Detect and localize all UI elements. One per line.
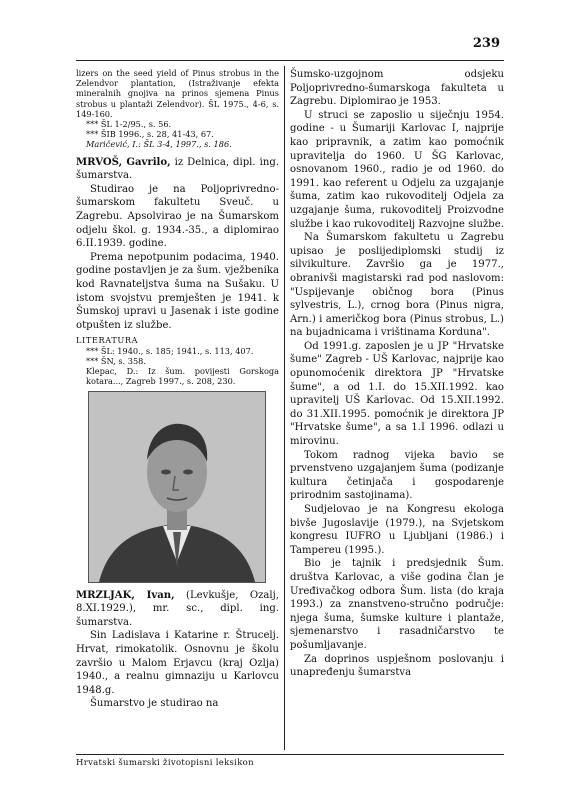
header-rule [76,60,504,61]
reference: *** ŠL: 1940., s. 185; 1941., s. 113, 407. [86,345,254,356]
paragraph: Od 1991.g. zaposlen je u JP "Hrvatske šume" Zagreb - UŠ Karlovac, najprije kao opunomoćenik direktora JP "Hrvatske šume", a od 1.I. do 15.XII.1992. kao upravitelj UŠ Karlovac. Od 15.XII.1992. do 31.XII.1995. pomoćnik je direktora JP "Hrvatske šume", a sa 1.I 1996. odlazi u mirovinu. [290,340,504,448]
literature-heading: LITERATURA [76,335,139,346]
previous-entry-continuation: lizers on the seed yield of Pinus strobus in the Zelendvor plantation, (Istraživanje efekta mineralnih gnojiva na prinos sjemena Pinus strobus u plantaži Zelendvor). ŠL 1975., 4-6, s. 149-160. [76,68,279,119]
paragraph: Šumarstvo je studirao na [90,698,219,710]
entry-mrvos-name: MRVOŠ, Gavrilo, [76,156,171,168]
paragraph: Bio je tajnik i predsjednik Šum. društva Karlovac, a više godina član je Uređivačkog odbora Šum. lista (do kraja 1993.) za znanstveno-stručno područje: njega šuma, šumske kulture i plantaže, sjemenarstvo i rasadničarstvo te pošumljavanje. [290,558,504,651]
reference: Klepac, D.: Iz šum. povijesti Gorskoga kotara..., Zagreb 1997., s. 208, 230. [86,366,279,387]
reference: *** ŠL 1-2/95., s. 56. [86,119,172,130]
paragraph: Na Šumarskom fakultetu u Zagrebu upisao je poslijediplomski studij iz silvikulture. Završio ga je 1977., obranivši magistarski rad pod naslovom: "Uspijevanje običnog bora (Pinus sylvestris, L.), crnog bora (Pinus nigra, Arn.) i američkog bora (Pinus strobus, L.) na bujadnicama i vrištinama Korduna". [290,232,504,339]
paragraph: Tokom radnog vijeka bavio se prvenstveno uzgajanjem šuma (podizanje kultura četinjača i gospodarenje prirodnim sastojinama). [290,449,504,502]
column-separator [284,66,285,750]
paragraph: Prema nepotpunim podacima, 1940. godine postavljen je za šum. vježbenika kod Ravnateljstva šuma na Sušaku. U istom svojstvu premješten je 1941. k Šumskoj upravi u Jasenak i iste godine otpušten iz službe. [76,251,279,331]
entry-mrzljak-name: MRZLJAK, Ivan, [76,589,175,601]
left-column [76,68,279,711]
footer-title: Hrvatski šumarski životopisni leksikon [76,758,254,768]
portrait-photo [88,391,266,583]
right-column [290,68,504,680]
entry-mrvos-intro: MRVOŠ, Gavrilo, iz Delnica, dipl. ing. šumarstva. [76,156,279,182]
paragraph: Sudjelovao je na Kongresu ekologa bivše Jugoslavije (1979.), na Svjetskom kongresu IUFRO u Ljubljani (1986.) i Tampereu (1995.). [290,504,504,556]
paragraph: Studirao je na Poljoprivredno-šumarskom fakultetu Sveuč. u Zagrebu. Apsolvirao je na Šumarskom odjelu škol. g. 1934.-35., a diplomirao 6.II.1939. godine. [76,183,279,250]
portrait-image [89,392,265,582]
reference: *** ŠIB 1996., s. 28, 41-43, 67. [86,129,214,140]
page-number: 239 [472,36,500,51]
paragraph: U struci se zaposlio u siječnju 1954. godine - u Šumariji Karlovac I, najprije kao pripravnik, a zatim kao pomoćnik upravitelja do 1960. U ŠG Karlovac, osnovanom 1960., radio je od 1960. do 1991. kao referent u Odjelu za uzgajanje šuma, zatim kao rukovoditelj Odjela za uzgajanje šuma, rukovoditelj Proizvodne službe i kao rukovoditelj Razvojne službe. [290,109,504,230]
entry-mrzljak-intro: MRZLJAK, Ivan, (Levkušje, Ozalj, 8.XI.1929.), mr. sc., dipl. ing. šumarstva. [76,589,279,628]
footer-rule [76,754,504,755]
reference: Maričević, I.: ŠL 3-4, 1997., s. 186. [86,139,232,150]
reference: *** ŠN, s. 358. [86,356,146,367]
paragraph: Sin Ladislava i Katarine r. Štrucelj. Hrvat, rimokatolik. Osnovnu je školu završio u Malom Erjavcu (kraj Ozlja) 1940., a realnu gimnaziju u Karlovcu 1948.g. [76,630,279,696]
paragraph: Za doprinos uspješnom poslovanju i unapređenju šumarstva [290,653,504,679]
paragraph: Šumsko-uzgojnom odsjeku Poljoprivredno-šumarskoga fakulteta u Zagrebu. Diplomirao je 1953. [290,69,504,108]
